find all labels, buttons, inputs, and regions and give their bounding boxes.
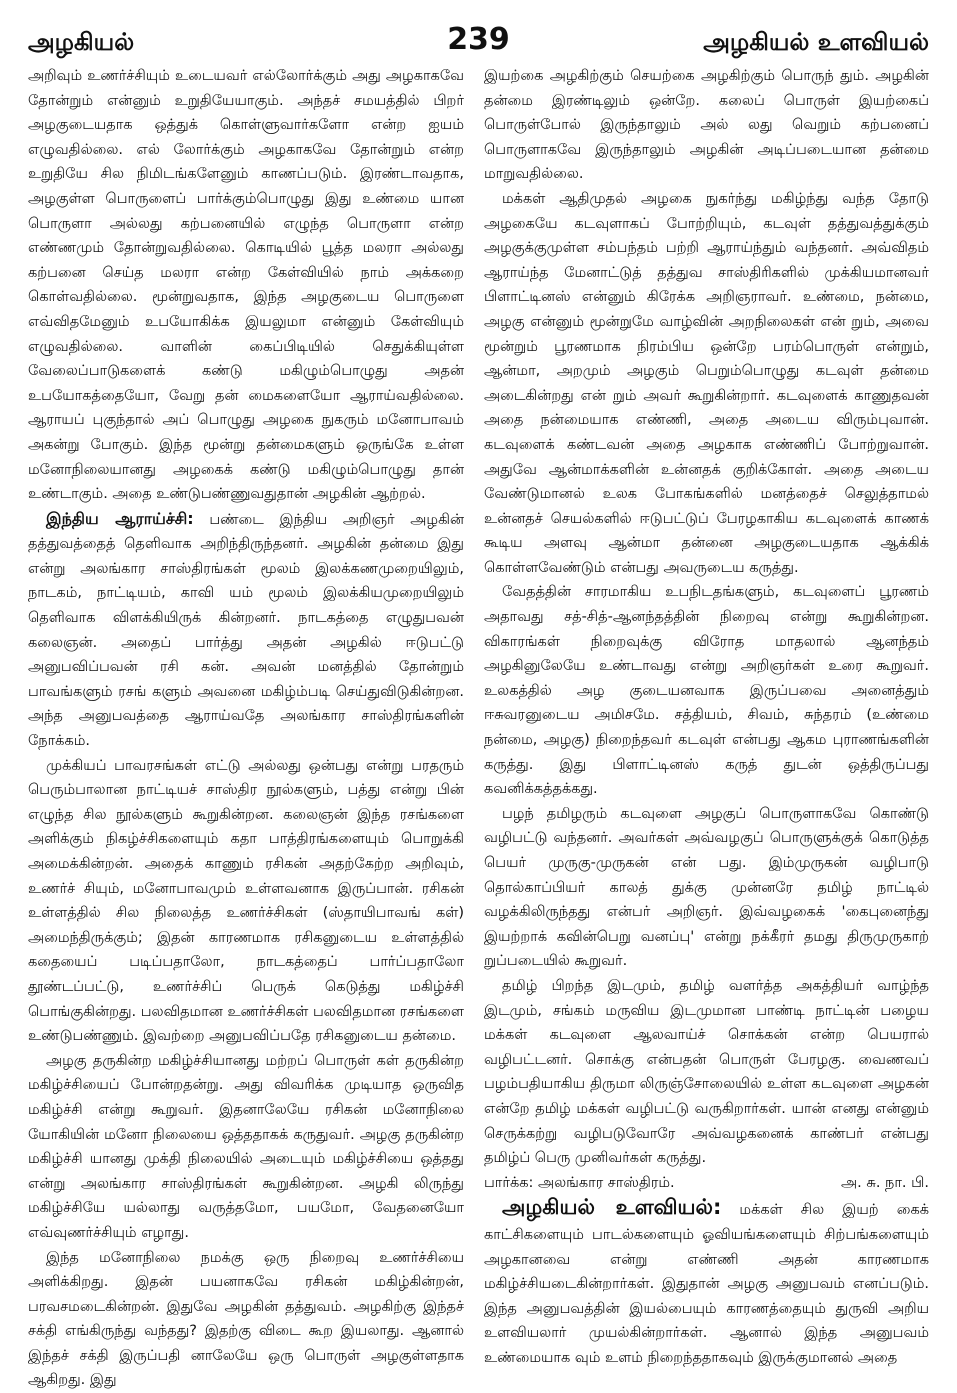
running-head-left: அழகியல்	[28, 28, 134, 59]
paragraph: அழகு தருகின்ற மகிழ்ச்சியானது மற்றப் பொருள் கள் தருகின்ற மகிழ்ச்சியைப் போன்றதன்று. அது விவரிக்க முடியாத ஒருவித மகிழ்ச்சி என்று கூறுவர். இதனாலேயே ரசிகன் மனோநிலை யோகியின் மனோ நிலையை ஒத்ததாகக் கருதுவர். அழகு தருகின்ற மகிழ்ச்சி யானது முக்தி நிலையில் அடையும் மகிழ்ச்சியை ஒத்தது என்று அலங்கார சாஸ்திரங்கள் கூறுகின்றன. அழகி லிருந்து மகிழ்ச்சியே யல்லாது வருத்தமோ, பயமோ, வேதனையோ எவ்வுணர்ச்சியும் எழாது.	[28, 1049, 464, 1246]
page-header	[28, 22, 929, 62]
right-column	[484, 64, 929, 1374]
see-also: பார்க்க: அலங்கார சாஸ்திரம்.	[484, 1171, 675, 1196]
paragraph-text: பண்டை இந்திய அறிஞர் அழகின் தத்துவத்தைத் தெளிவாக அறிந்திருந்தனர். அழகின் தன்மை இது என்று அலங்கார சாஸ்திரங்கள் மூலம் இலக்கணமுறையிலும், நாடகம், நாட்டியம், காவி யம் மூலம் இலக்கியமுறையிலும் தெளிவாக விளக்கியிருக் கின்றனர். நாடகத்தை எழுதுபவன் கலைஞன். அதைப் பார்த்து அதன் அழகில் ஈடுபட்டு அனுபவிப்பவன் ரசி கன். அவன் மனத்தில் தோன்றும் பாவங்களும் ரசங் களும் அவனை மகிழ்ம்படி செய்துவிடுகின்றன. அந்த அனுபவத்தை ஆராய்வதே அலங்கார சாஸ்திரங்களின் நோக்கம்.	[28, 512, 464, 749]
entry-psychology-of-aesthetics	[484, 1195, 929, 1370]
paragraph-indian-research	[28, 507, 464, 754]
page-number: 239	[28, 22, 929, 57]
running-head-right: அழகியல் உளவியல்	[703, 28, 929, 59]
section-heading: இந்திய ஆராய்ச்சி:	[46, 509, 194, 528]
paragraph: அறிவும் உணர்ச்சியும் உடையவர் எல்லோர்க்கும் அது அழகாகவே தோன்றும் என்னும் உறுதியேயாகும். அந்தச் சமயத்தில் பிறர் அழகுடையதாக ஒத்துக் கொள்ளுவார்களோ என்ற ஐயம் எழுவதில்லை. எல் லோர்க்கும் அழகாகவே தோன்றும் என்ற உறுதியே சில நிமிடங்களேனும் காணப்படும். இரண்டாவதாக, அழகுள்ள பொருளைப் பார்க்கும்பொழுது இது உண்மை யான பொருளா அல்லது கற்பனையில் எழுந்த பொருளா என்ற எண்ணமும் தோன்றுவதில்லை. கொடியில் பூத்த மலரா அல்லது கற்பனை செய்த மலரா என்ற கேள்வியில் நாம் அக்கறை கொள்வதில்லை. மூன்றுவதாக, இந்த அழகுடைய பொருளை எவ்விதமேனும் உபயோகிக்க இயலுமா என்னும் கேள்வியும் எழுவதில்லை. வாளின் கைப்பிடியில் செதுக்கியுள்ள வேலைப்பாடுகளைக் கண்டு மகிழும்பொழுது அதன் உபயோகத்தையோ, வேறு தன் மைகளையோ ஆராய்வதில்லை. ஆராயப் புகுந்தால் அப் பொழுது அழகை நுகரும் மனோபாவம் அகன்று போகும். இந்த மூன்று தன்மைகளும் ஒருங்கே உள்ள மனோநிலையானது அழகைக் கண்டு மகிழும்பொழுது தான் உண்டாகும். அதை உண்டுபண்ணுவதுதான் அழகின் ஆற்றல்.	[28, 64, 464, 507]
paragraph: தமிழ் பிறந்த இடமும், தமிழ் வளர்த்த அகத்தியர் வாழ்ந்த இடமும், சங்கம் மருவிய இடமுமான பாண்டி நாட்டின் பழைய மக்கள் கடவுளை ஆலவாய்ச் சொக்கன் என்ற பெயரால் வழிபட்டனர். சொக்கு என்பதன் பொருள் பேரழகு. வைணவப் பழம்பதியாகிய திருமா லிருஞ்சோலையில் உள்ள கடவுளை அழகன் என்றே தமிழ் மக்கள் வழிபட்டு வருகிறார்கள். யான் எனது என்னும் செருக்கற்று வழிபடுவோரே அவ்வழகனைக் காண்பர் என்பது தமிழ்ப் பெரு முனிவர்கள் கருத்து.	[484, 974, 929, 1171]
paragraph: மக்கள் ஆதிமுதல் அழகை நுகர்ந்து மகிழ்ந்து வந்த தோடு அழகையே கடவுளாகப் போற்றியும், கடவுள் தத்துவத்துக்கும் அழகுக்குமுள்ள சம்பந்தம் பற்றி ஆராய்ந்தும் வந்தனர். அவ்விதம் ஆராய்ந்த மேனாட்டுத் தத்துவ சாஸ்திரிகளில் முக்கியமானவர் பிளாட்டினஸ் என்னும் கிரேக்க அறிஞராவர். உண்மை, நன்மை, அழகு என்னும் மூன்றுமே வாழ்வின் அறநிலைகள் என் றும், அவை மூன்றும் பூரணமாக நிரம்பிய ஒன்றே பரம்பொருள் என்றும், ஆன்மா, அறமும் அழகும் பெறும்பொழுது கடவுள் தன்மை அடைகின்றது என் றும் அவர் கூறுகின்றார். கடவுளைக் காணுதவன் அதை நன்மையாக எண்ணி, அதை அடைய விரும்புவான். கடவுளைக் கண்டவன் அதை அழகாக எண்ணிப் போற்றுவான். அதுவே ஆன்மாக்களின் உன்னதக் குறிக்கோள். அதை அடைய வேண்டுமானல் உலக போகங்களில் மனத்தைச் செலுத்தாமல் உன்னதச் செயல்களில் ஈடுபட்டுப் பேரழகாகிய கடவுளைக் காணக் கூடிய அளவு ஆன்மா தன்னை அழகுடையதாக ஆக்கிக் கொள்ளவேண்டும் என்பது அவருடைய கருத்து.	[484, 187, 929, 581]
paragraph: முக்கியப் பாவரசங்கள் எட்டு அல்லது ஒன்பது என்று பரதரும் பெரும்பாலான நாட்டியச் சாஸ்திர நூல்களும், பத்து என்று பின் எழுந்த சில நூல்களும் கூறுகின்றன. கலைஞன் இந்த ரசங்களை அளிக்கும் நிகழ்ச்சிகளையும் கதா பாத்திரங்களையும் பொறுக்கி அமைக்கின்றன். அதைக் காணும் ரசிகன் அதற்கேற்ற அறிவும், உணர்ச் சியும், மனோபாவமும் உள்ளவனாக இருப்பான். ரசிகன் உள்ளத்தில் சில நிலைத்த உணர்ச்சிகள் (ஸ்தாயிபாவங் கள்) அமைந்திருக்கும்; இதன் காரணமாக ரசிகனுடைய உள்ளத்தில் கதையைப் படிப்பதாலோ, நாடகத்தைப் பார்ப்பதாலோ தூண்டப்பட்டு, உணர்ச்சிப் பெருக் கெடுத்து மகிழ்ச்சி பொங்குகின்றது. பலவிதமான உணர்ச்சிகள் பலவிதமான ரசங்களை உண்டுபண்ணும். இவற்றை அனுபவிப்பதே ரசிகனுடைய தன்மை.	[28, 754, 464, 1049]
paragraph: வேதத்தின் சாரமாகிய உபநிடதங்களும், கடவுளைப் பூரணம் அதாவது சத்-சித்-ஆனந்தத்தின் நிறைவு என்று கூறுகின்றன. விகாரங்கள் நிறைவுக்கு விரோத மாதலால் ஆனந்தம் அழகினுலேயே உண்டாவது என்று அறிஞர்கள் உரை கூறுவர். உலகத்தில் அழ குடையனவாக இருப்பவை அனைத்தும் ஈசுவரனுடைய அமிசமே. சத்தியம், சிவம், சுந்தரம் (உண்மை நன்மை, அழகு) நிறைந்தவர் கடவுள் என்பது ஆகம புராணங்களின் கருத்து. இது பிளாட்டினஸ் கருத் துடன் ஒத்திருப்பது கவனிக்கத்தக்கது.	[484, 580, 929, 801]
left-column	[28, 64, 464, 1374]
paragraph: இயற்கை அழகிற்கும் செயற்கை அழகிற்கும் பொருந் தும். அழகின் தன்மை இரண்டிலும் ஒன்றே. கலைப் பொருள் இயற்கைப் பொருள்போல் இருந்தாலும் அல் லது வெறும் கற்பனைப் பொருளாகவே இருந்தாலும் அழகின் அடிப்படையான தன்மை மாறுவதில்லை.	[484, 64, 929, 187]
author-initials: அ. சு. நா. பி.	[841, 1171, 929, 1196]
see-also-line	[484, 1171, 929, 1196]
entry-title: அழகியல் உளவியல்:	[502, 1195, 721, 1219]
paragraph: இந்த மனோநிலை நமக்கு ஒரு நிறைவு உணர்ச்சியை அளிக்கிறது. இதன் பயனாகவே ரசிகன் மகிழ்கின்றன், பரவசமடைகின்றன். இதுவே அழகின் தத்துவம். அழகிற்கு இந்தச் சக்தி எங்கிருந்து வந்தது? இதற்கு விடை கூற இயலாது. ஆனால் இந்தச் சக்தி இருப்பதி னாலேயே ஒரு பொருள் அழகுள்ளதாக ஆகிறது. இது	[28, 1246, 464, 1393]
paragraph: பழந் தமிழரும் கடவுளை அழகுப் பொருளாகவே கொண்டு வழிபட்டு வந்தனர். அவர்கள் அவ்வழகுப் பொருளுக்குக் கொடுத்த பெயர் முருகு-முருகன் என் பது. இம்முருகன் வழிபாடு தொல்காப்பியர் காலத் துக்கு முன்னரே தமிழ் நாட்டில் வழக்கிலிருந்தது என்பர் அறிஞர். இவ்வழகைக் 'கைபுனைந்து இயற்றாக் கவின்பெறு வனப்பு' என்று நக்கீரர் தமது திருமுருகாற் றுப்படையில் கூறுவர்.	[484, 802, 929, 974]
entry-text: மக்கள் சில இயற் கைக் காட்சிகளையும் பாடல்களையும் ஓவியங்களையும் சிற்பங்களையும் அழகானவை என்று எண்ணி அதன் காரணமாக மகிழ்ச்சியடைகின்றார்கள். இதுதான் அழகு அனுபவம் எனப்படும். இந்த அனுபவத்தின் இயல்பையும் காரணத்தையும் துருவி அறிய உளவியலார் முயல்கின்றார்கள். ஆனால் இந்த அனுபவம் உண்மையாக வும் உளம் நிறைந்ததாகவும் இருக்குமானல் அதை	[484, 1202, 929, 1366]
